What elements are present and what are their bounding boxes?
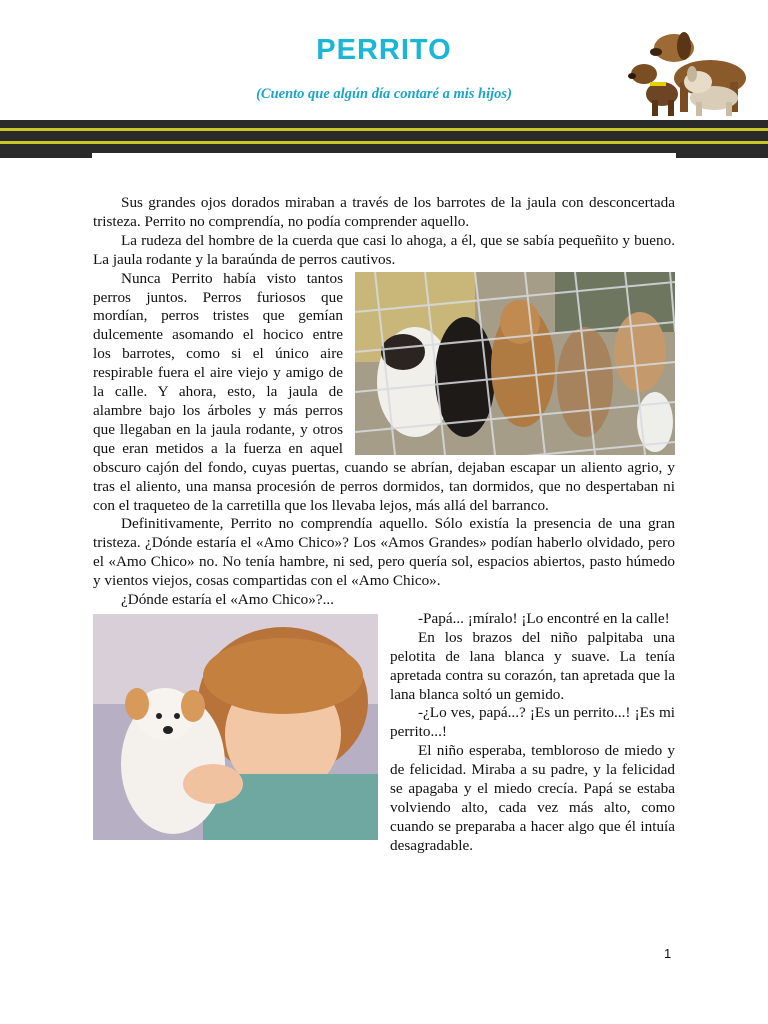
child-with-puppy-photo	[93, 614, 378, 840]
page-number: 1	[664, 946, 672, 961]
paragraph: Nunca Perrito había visto tantos perros juntos. Perros furiosos que mordían, perros tristes que gemían dulcemente asomando el hocico entre los barrotes, como si el único aire respirable fuera el aire viejo y amigo de la calle. Y ahora, esto, la jaula de alambre bajo los árboles y más perros que llegaban en la jaula rodante, y otros que eran metidos a la fuerza en aquel obscuro cajón del fondo, cuyas puertas, cuando se abrían, dejaban escapar un aliento agrio, y tras el aliento, una mansa procesión de perros dormidos, tan dormidos, que no despertaban ni con el traqueteo de la carretilla que los llevaba lejos, más allá del barranco.	[93, 269, 675, 514]
paragraph: La rudeza del hombre de la cuerda que casi lo ahoga, a él, que se sabía pequeñito y bueno. La jaula rodante y la baraúnda de perros cautivos.	[93, 231, 675, 268]
paragraph: Sus grandes ojos dorados miraban a través de los barrotes de la jaula con desconcertada tristeza. Perrito no comprendía, no podía comprender aquello.	[93, 194, 675, 230]
header-band-notch	[92, 153, 676, 161]
dogs-in-cage-photo	[355, 272, 675, 455]
paragraph: -¿Lo ves, papá...? ¡Es un perrito...! ¡Es mi perrito...!	[390, 704, 675, 741]
page-title: PERRITO	[316, 34, 452, 66]
paragraph: En los brazos del niño palpitaba una pelotita de lana blanca y suave. La tenía apretada contra su corazón, tan apretada que la lana blanca soltó un gemido.	[390, 628, 675, 703]
header-stripe	[0, 128, 768, 131]
paragraph: Definitivamente, Perrito no comprendía aquello. Sólo existía la presencia de una gran tristeza. ¿Dónde estaría el «Amo Chico»? Los «Amos Grandes» podían haberlo olvidado, pero el «Amo Chico» no. No tenía hambre, ni sed, pero quería sol, espacios abiertos, pasto húmedo y vientos viejos, cosas compartidas con el «Amo Chico».	[93, 515, 675, 590]
paragraph: -Papá... ¡míralo! ¡Lo encontré en la calle!	[418, 609, 670, 627]
story-text	[93, 194, 675, 856]
header-stripe	[0, 141, 768, 144]
paragraph: El niño esperaba, tembloroso de miedo y de felicidad. Miraba a su padre, y la felicidad se apagaba y el miedo crecía. Papá se estaba volviendo alto, cada vez más alto, como cuando se preparaba a hacer algo que él intuía desagradable.	[390, 742, 675, 854]
dogs-logo-illustration	[622, 26, 752, 118]
page-subtitle: (Cuento que algún día contaré a mis hijos)	[256, 86, 512, 102]
paragraph: ¿Dónde estaría el «Amo Chico»?...	[121, 591, 334, 609]
